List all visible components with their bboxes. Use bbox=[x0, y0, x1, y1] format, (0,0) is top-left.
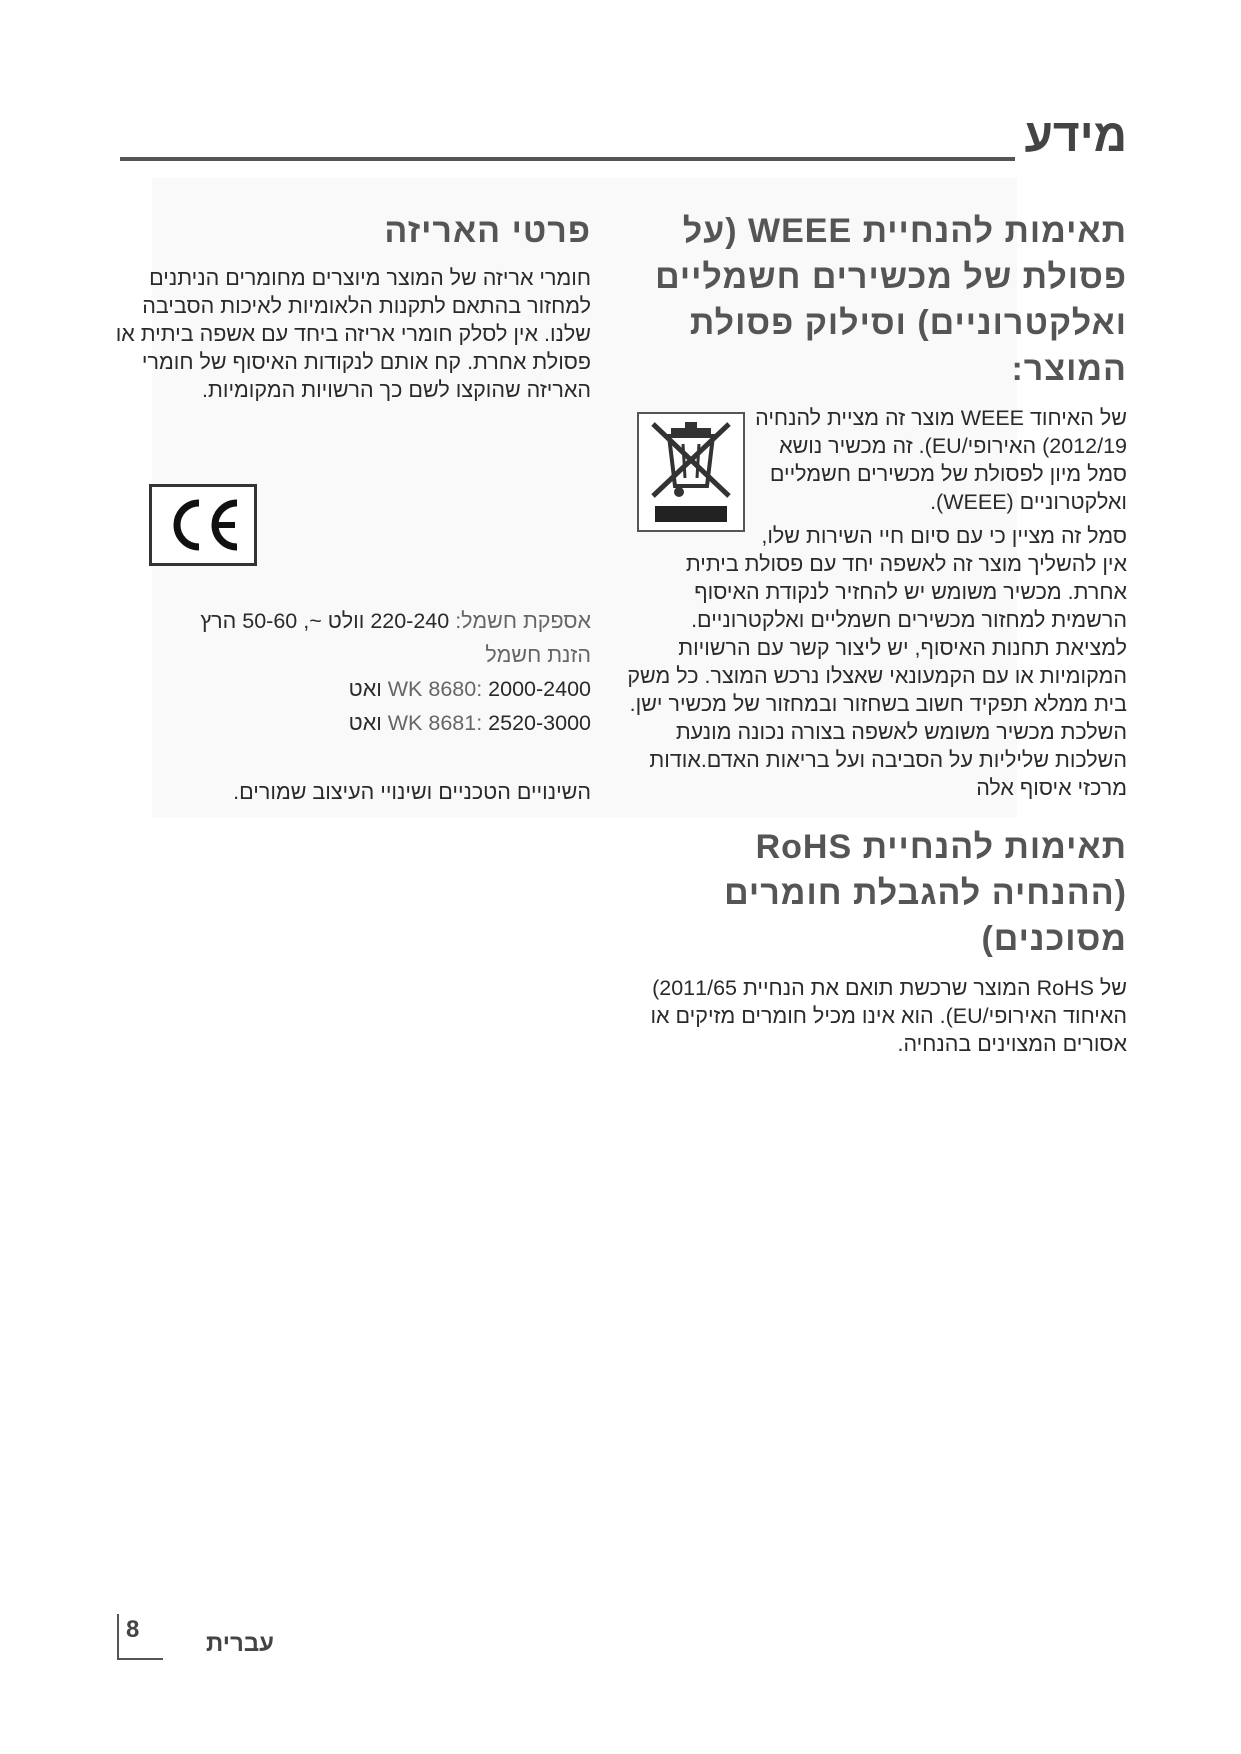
rohs-title: תאימות להנחיית RoHS (ההנחיה להגבלת חומרים מסוכנים) bbox=[724, 828, 1127, 958]
packaging-title: פרטי האריזה bbox=[384, 212, 591, 250]
power-consumption-label: הזנת חשמל bbox=[485, 643, 591, 667]
rohs-body: של RoHS המוצר שרכשת תואם את הנחיית 2011/65) האיחוד האירופי/EU). הוא אינו מכיל חומרים מזיקים או אסורים המצוינים בהנחיה. bbox=[650, 976, 1127, 1056]
footer-vertical-rule bbox=[117, 1614, 119, 1660]
page-number: 8 bbox=[126, 1616, 140, 1643]
footer-language: עברית bbox=[206, 1630, 275, 1657]
weee-bin-icon bbox=[637, 412, 745, 532]
ce-mark-icon bbox=[149, 484, 257, 566]
ce-mark-svg bbox=[163, 495, 243, 555]
power-supply-label: אספקת חשמל: bbox=[455, 609, 591, 633]
weee-title: תאימות להנחיית WEEE (על פסולת של מכשירים חשמליים ואלקטרוניים) וסילוק פסולת המוצר: bbox=[655, 212, 1127, 388]
model1-name: WK 8680: bbox=[387, 677, 483, 701]
packaging-body: חומרי אריזה של המוצר מיוצרים מחומרים הניתנים למחזור בהתאם לתקנות הלאומיות לאיכות הסביבה שלנו. אין לסלק חומרי אריזה ביחד עם אשפה ביתית או פסולת אחרת. קח אותם לנקודות האיסוף של חומרי האריזה שהוקצו לשם כך הרשויות המקומיות. bbox=[115, 266, 591, 402]
model2-name: WK 8681: bbox=[387, 711, 483, 735]
model1-value: 2000-2400 bbox=[488, 677, 591, 701]
title-rule bbox=[120, 157, 1015, 161]
weee-intro: של האיחוד WEEE מוצר זה מציית להנחיה 2012/19) האירופי/EU). זה מכשיר נושא סמל מיון לפסולת של מכשירים חשמליים ואלקטרוניים (WEEE). bbox=[755, 406, 1127, 514]
model2-row bbox=[111, 706, 591, 740]
model1-unit: ואט bbox=[348, 677, 382, 701]
section-title: מידע bbox=[1024, 109, 1127, 161]
left-column bbox=[111, 208, 591, 828]
right-column bbox=[627, 208, 1127, 1058]
footer-horizontal-rule bbox=[117, 1658, 163, 1660]
specs-block bbox=[111, 604, 591, 740]
model2-unit: ואט bbox=[348, 711, 382, 735]
power-supply-row bbox=[111, 604, 591, 638]
power-supply-value: 220-240 וולט ~, 50-60 הרץ bbox=[200, 609, 450, 633]
model1-row bbox=[111, 672, 591, 706]
weee-disposal-text: סמל זה מציין כי עם סיום חיי השירות שלו, אין להשליך מוצר זה לאשפה יחד עם פסולת ביתית אחרת. מכשיר משומש יש להחזיר לנקודת האיסוף הרשמית למחזור מכשירים חשמליים ואלקטרוניים. למציאת תחנות האיסוף, יש ליצור קשר עם הרשויות המקומיות או עם הקמעונאי שאצלו נרכש המוצר. כל משק בית ממלא תפקיד חשוב בשחזור ובמחזור של מכשיר ישן. השלכת מכשיר משומש לאשפה בצורה נכונה מונעת השלכות שליליות על הסביבה ועל בריאות האדם.אודות מרכזי איסוף אלה bbox=[627, 524, 1127, 800]
changes-note: השינויים הטכניים ושינויי העיצוב שמורים. bbox=[233, 780, 591, 804]
model2-value: 2520-3000 bbox=[488, 711, 591, 735]
weee-block bbox=[627, 404, 1127, 802]
rohs-section bbox=[627, 824, 1127, 1058]
